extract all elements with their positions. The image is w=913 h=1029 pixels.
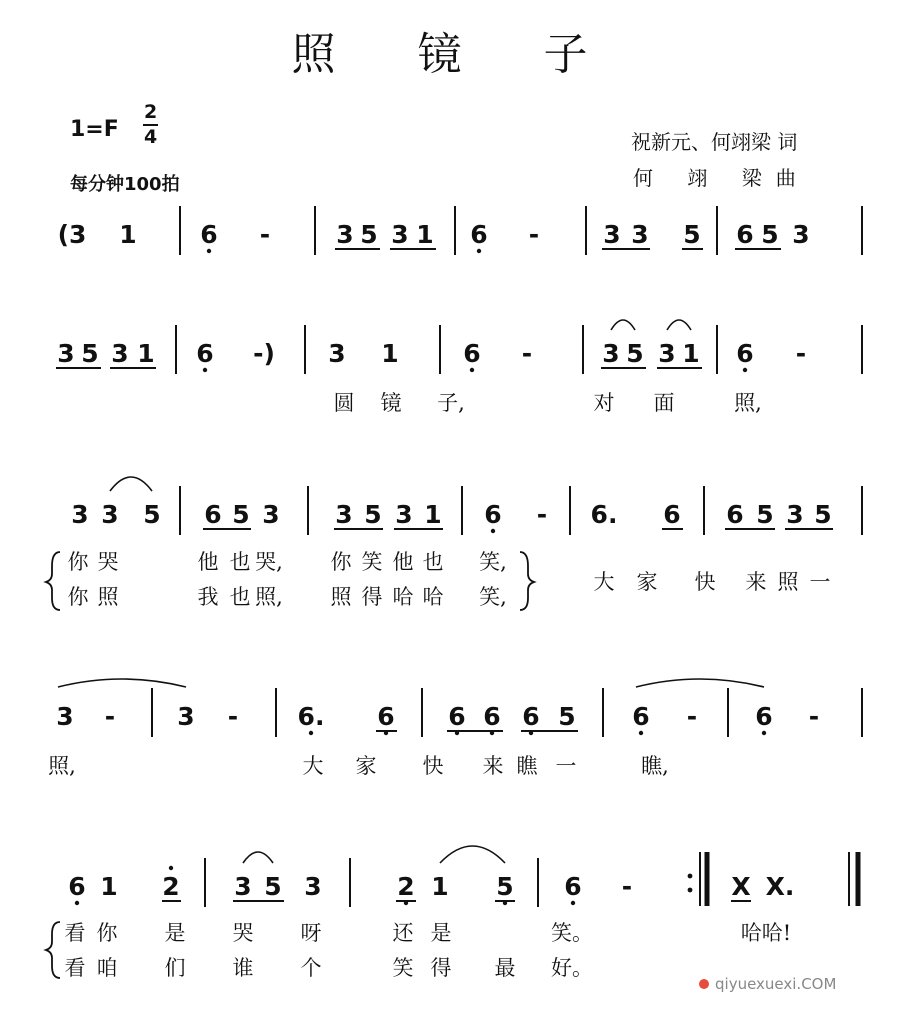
note-3: 2: [162, 872, 180, 901]
note-16: -: [795, 339, 807, 368]
note-15: 6: [736, 339, 754, 368]
note-8: 1: [381, 339, 399, 368]
lyric: 快: [422, 754, 444, 778]
lyric-verse1: 哭,: [255, 550, 283, 574]
note-2: 5: [81, 339, 99, 368]
note-14: 6: [736, 220, 754, 249]
note-5: 6: [196, 339, 214, 368]
note-16: 3: [792, 220, 810, 249]
note-18: 5: [814, 500, 832, 529]
lyric-verse1: 也: [229, 550, 251, 574]
note-7: 3: [328, 339, 346, 368]
note-10: -: [521, 339, 533, 368]
low-octave-dot: [309, 731, 313, 735]
lyric-verse2: 笑,: [479, 585, 507, 609]
lyric-shared: 照: [777, 570, 799, 594]
note-12: 3: [631, 220, 649, 249]
low-octave-dot: [491, 529, 495, 533]
low-octave-dot: [477, 249, 481, 253]
note-10: 5: [558, 702, 576, 731]
note-14: 1: [682, 339, 700, 368]
note-15: 5: [761, 220, 779, 249]
lyric-verse2: 照: [97, 585, 119, 609]
lyricist-credit: 祝新元、何翊梁 词: [631, 130, 798, 154]
note-4: -: [227, 702, 239, 731]
lyric-verse2: 看: [64, 956, 86, 980]
lyric-verse1: 也: [422, 550, 444, 574]
lyric-verse2: 得: [361, 585, 383, 609]
lyric-verse2: 得: [430, 956, 452, 980]
lyric-verse1: 笑: [361, 550, 383, 574]
note-13: 5: [683, 220, 701, 249]
song-title: 照 镜 子: [291, 29, 622, 80]
note-4: 1: [137, 339, 155, 368]
watermark-text: qiyuexuexi.COM: [715, 975, 837, 993]
note-1: 6: [68, 872, 86, 901]
note-9: 3: [395, 500, 413, 529]
lyric-verse1: 笑。: [551, 921, 593, 945]
note-1: 3: [57, 339, 75, 368]
note-9: 5: [496, 872, 514, 901]
verse-brace-left: [46, 552, 60, 610]
lyric-verse1: 你: [96, 921, 118, 945]
note-3: 6: [200, 220, 218, 249]
note-13: X.: [765, 872, 795, 901]
slur-arc: [636, 679, 764, 687]
lyric-shared: 大: [593, 570, 615, 594]
low-octave-dot: [203, 368, 207, 372]
watermark-logo-icon: [699, 979, 709, 989]
note-16: 5: [756, 500, 774, 529]
note-7: 6: [448, 702, 466, 731]
lyric-verse1: 还: [392, 921, 414, 945]
lyric-verse2: 最: [494, 956, 516, 980]
lyric-verse1: 看: [64, 921, 86, 945]
slur-arc: [611, 320, 635, 330]
note-11: 3: [603, 220, 621, 249]
note-12: 5: [626, 339, 644, 368]
lyric-verse1: 他: [392, 550, 414, 574]
note-2: 1: [100, 872, 118, 901]
note-11: 6: [632, 702, 650, 731]
note-5: 5: [264, 872, 282, 901]
lyric: 照,: [734, 391, 762, 415]
lyric-verse2: 哈: [392, 585, 414, 609]
lyric: 镜: [380, 391, 402, 415]
note-2: 1: [119, 220, 137, 249]
note-6: 3: [304, 872, 322, 901]
lyric-verse1: 是: [430, 921, 452, 945]
note-10: -: [528, 220, 540, 249]
slur-arc: [58, 679, 186, 687]
note-15: 6: [726, 500, 744, 529]
lyric-verse1: 你: [330, 550, 352, 574]
note-6: 3: [262, 500, 280, 529]
low-octave-dot: [743, 368, 747, 372]
verse-brace-right: [520, 552, 534, 610]
lyric: 对: [593, 391, 615, 415]
lyric: 瞧: [516, 754, 538, 778]
key-signature: 1=F: [70, 117, 119, 142]
lyric-verse2: 你: [67, 585, 89, 609]
note-11: 6: [484, 500, 502, 529]
note-8: 5: [364, 500, 382, 529]
repeat-dot: [688, 888, 693, 893]
lyric-verse2: 个: [300, 956, 322, 980]
note-3: 5: [143, 500, 161, 529]
note-17: 3: [786, 500, 804, 529]
note-6: 5: [360, 220, 378, 249]
lyric-verse1: 你: [67, 550, 89, 574]
note-3: 3: [111, 339, 129, 368]
note-6: 6: [377, 702, 395, 731]
lyric-verse2: 咱: [96, 956, 118, 980]
high-octave-dot: [169, 866, 173, 870]
lyric-verse1: 哭: [232, 921, 254, 945]
note-5: 5: [232, 500, 250, 529]
note-8: 1: [416, 220, 434, 249]
note-13: 6.: [590, 500, 618, 529]
lyric-verse1: 笑,: [479, 550, 507, 574]
note-11: 3: [602, 339, 620, 368]
slur-arc: [243, 852, 273, 863]
time-signature-bottom: 4: [144, 126, 158, 148]
lyric-verse2: 们: [164, 956, 186, 980]
note-4: 6: [204, 500, 222, 529]
lyric-verse2: 照: [330, 585, 352, 609]
lyric: 圆: [333, 391, 355, 415]
lyric-verse1: 是: [164, 921, 186, 945]
note-8: 1: [431, 872, 449, 901]
note-8: 6: [483, 702, 501, 731]
note-2: 3: [101, 500, 119, 529]
low-octave-dot: [75, 901, 79, 905]
low-octave-dot: [207, 249, 211, 253]
lyric-verse1: 呀: [300, 921, 322, 945]
note-3: 3: [177, 702, 195, 731]
lyric: 瞧,: [641, 754, 669, 778]
lyric-shared: 家: [636, 570, 658, 594]
note-11: -: [621, 872, 633, 901]
lyric: 家: [355, 754, 377, 778]
slur-arc: [440, 846, 505, 863]
note-13: 3: [658, 339, 676, 368]
lyric-verse2: 谁: [232, 956, 254, 980]
lyric-shared: 一: [809, 570, 831, 594]
lyric-shared: 来: [745, 570, 767, 594]
note-9: 6: [470, 220, 488, 249]
note-9: 6: [522, 702, 540, 731]
lyric-verse2: 照,: [255, 585, 283, 609]
note-2: -: [104, 702, 116, 731]
note-12: X: [731, 872, 751, 901]
note-6: -): [253, 339, 275, 368]
lyric-verse2: 笑: [392, 956, 414, 980]
low-octave-dot: [639, 731, 643, 735]
note-7: 2: [397, 872, 415, 901]
note-1: (3: [57, 220, 87, 249]
lyric-verse1: 哭: [97, 550, 119, 574]
lyric-verse1: 他: [197, 550, 219, 574]
slur-arc: [667, 320, 691, 330]
lyric-verse2: 也: [229, 585, 251, 609]
composer-credit: 何 翊 梁曲: [633, 166, 810, 190]
low-octave-dot: [470, 368, 474, 372]
lyric-verse2: 我: [197, 585, 219, 609]
verse-brace-left: [46, 922, 60, 978]
repeat-dot: [688, 874, 693, 879]
time-signature-top: 2: [144, 101, 158, 123]
lyric: 面: [653, 391, 675, 415]
note-4: 3: [234, 872, 252, 901]
note-12: -: [686, 702, 698, 731]
lyric-verse2: 好。: [551, 956, 593, 980]
note-4: -: [259, 220, 271, 249]
lyric: 大: [302, 754, 324, 778]
lyric-tail: 哈哈!: [740, 921, 792, 945]
lyric: 一: [555, 754, 577, 778]
note-14: 6: [663, 500, 681, 529]
note-5: 6.: [297, 702, 325, 731]
slur-arc: [110, 477, 152, 491]
note-7: 3: [335, 500, 353, 529]
note-9: 6: [463, 339, 481, 368]
lyric: 子,: [437, 391, 465, 415]
note-10: 1: [424, 500, 442, 529]
note-10: 6: [564, 872, 582, 901]
note-5: 3: [336, 220, 354, 249]
note-12: -: [536, 500, 548, 529]
lyric: 来: [482, 754, 504, 778]
low-octave-dot: [571, 901, 575, 905]
note-1: 3: [71, 500, 89, 529]
lyric: 照,: [48, 754, 76, 778]
note-7: 3: [391, 220, 409, 249]
note-14: -: [808, 702, 820, 731]
tempo-marking: 每分钟100拍: [70, 174, 180, 195]
note-1: 3: [56, 702, 74, 731]
lyric-shared: 快: [694, 570, 716, 594]
lyric-verse2: 哈: [422, 585, 444, 609]
low-octave-dot: [762, 731, 766, 735]
note-13: 6: [755, 702, 773, 731]
